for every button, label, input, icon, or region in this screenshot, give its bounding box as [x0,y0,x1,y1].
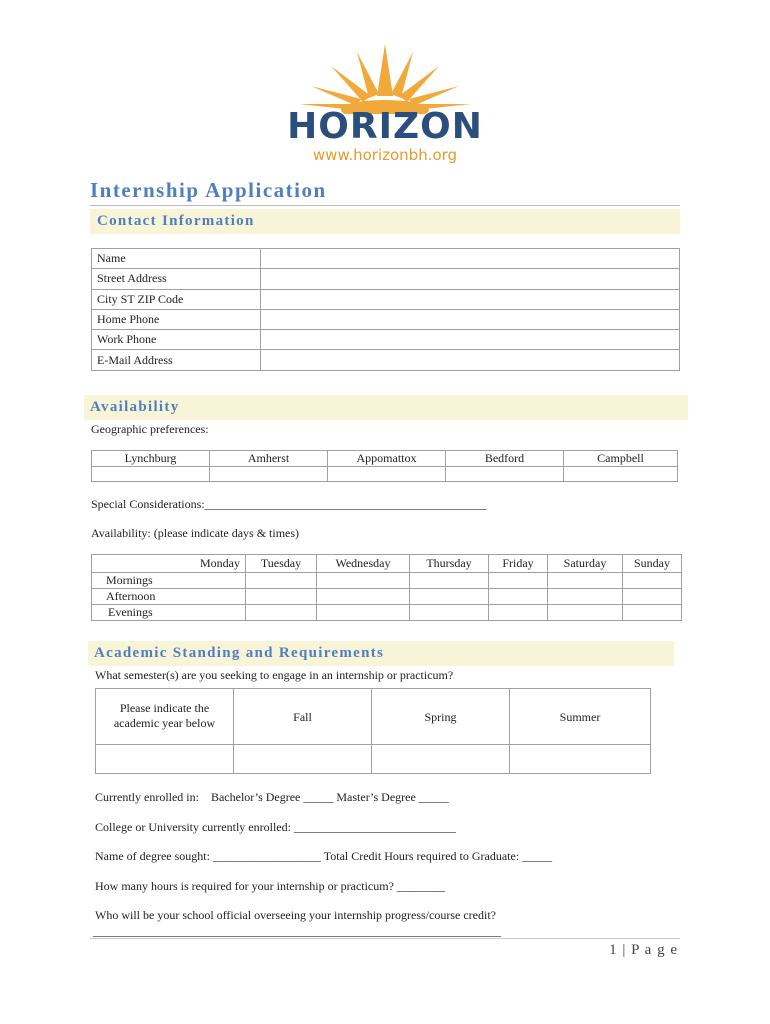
contact-label-home-phone: Home Phone [92,309,261,329]
table-row [96,745,651,774]
semester-question: What semester(s) are you seeking to engage in an internship or practicum? [95,668,454,682]
academic-year-line-2: academic year below [113,716,216,730]
academic-year-cell [96,689,234,745]
time-afternoon: Afternoon [92,589,246,605]
table-row [92,451,678,467]
table-row [92,605,682,621]
day-wednesday: Wednesday [317,555,410,573]
page-number: 1 | P a g e [609,942,678,958]
slot-cell[interactable] [317,589,410,605]
table-row [92,249,680,269]
day-saturday: Saturday [548,555,623,573]
enrolled-in-field[interactable]: Currently enrolled in: Bachelor’s Degree _____ Master’s Degree _____ [95,790,449,804]
contact-label-email: E-Mail Address [92,350,261,370]
campbell-checkbox[interactable] [564,467,678,482]
slot-cell[interactable] [489,605,548,621]
location-campbell: Campbell [564,451,678,467]
degree-field[interactable]: Name of degree sought: __________________ Total Credit Hours required to Graduate: _____ [95,849,553,863]
academic-section-heading: Academic Standing and Requirements [94,645,385,661]
slot-cell[interactable] [410,589,489,605]
availability-section-band [84,395,688,420]
location-bedford: Bedford [446,451,564,467]
table-row [92,555,682,573]
contact-section-heading: Contact Information [97,213,255,229]
table-row [92,350,680,370]
day-thursday: Thursday [410,555,489,573]
work-phone-field[interactable] [261,330,680,350]
table-row [92,330,680,350]
contact-section-band [90,209,680,234]
slot-cell[interactable] [410,605,489,621]
day-friday: Friday [489,555,548,573]
table-row [92,467,678,482]
name-field[interactable] [261,249,680,269]
page-title: Internship Application [90,178,327,202]
street-address-field[interactable] [261,269,680,289]
lynchburg-checkbox[interactable] [92,467,210,482]
title-divider [90,205,680,206]
slot-cell[interactable] [489,573,548,589]
school-official-question: Who will be your school official overseeing your internship progress/course credit? [95,908,496,922]
table-row [96,689,651,745]
table-row [92,309,680,329]
location-amherst: Amherst [210,451,328,467]
contact-label-name: Name [92,249,261,269]
logo-wordmark: HORIZON [287,106,483,147]
semester-fall: Fall [234,689,372,745]
logo-url: www.horizonbh.org [312,146,458,164]
slot-cell[interactable] [489,589,548,605]
semester-summer: Summer [510,689,651,745]
semester-spring: Spring [372,689,510,745]
sun-icon [285,44,485,114]
availability-corner [92,555,173,573]
semester-table [95,688,651,774]
school-official-field[interactable]: ____________________________________________________________________ [93,924,501,938]
table-row [92,589,682,605]
slot-cell[interactable] [548,589,623,605]
day-monday: Monday [172,555,246,573]
fall-input[interactable] [234,745,372,774]
academic-year-input[interactable] [96,745,234,774]
slot-cell[interactable] [246,573,317,589]
city-zip-field[interactable] [261,289,680,309]
contact-label-street: Street Address [92,269,261,289]
location-appomattox: Appomattox [328,451,446,467]
home-phone-field[interactable] [261,309,680,329]
college-field[interactable]: College or University currently enrolled: ___________________________ [95,820,456,834]
geographic-preferences-table [91,450,678,482]
table-row [92,269,680,289]
appomattox-checkbox[interactable] [328,467,446,482]
slot-cell[interactable] [410,573,489,589]
slot-cell[interactable] [623,605,682,621]
slot-cell[interactable] [246,589,317,605]
time-mornings: Mornings [92,573,246,589]
hours-field[interactable]: How many hours is required for your internship or practicum? ________ [95,879,445,893]
slot-cell[interactable] [317,605,410,621]
slot-cell[interactable] [623,589,682,605]
contact-label-work-phone: Work Phone [92,330,261,350]
summer-input[interactable] [510,745,651,774]
slot-cell[interactable] [246,605,317,621]
slot-cell[interactable] [548,605,623,621]
table-row [92,573,682,589]
day-tuesday: Tuesday [246,555,317,573]
amherst-checkbox[interactable] [210,467,328,482]
slot-cell[interactable] [317,573,410,589]
academic-year-line-1: Please indicate the [119,701,210,715]
contact-label-city: City ST ZIP Code [92,289,261,309]
horizon-logo [285,44,485,169]
availability-label: Availability: (please indicate days & times) [91,526,300,540]
location-lynchburg: Lynchburg [92,451,210,467]
email-field[interactable] [261,350,680,370]
availability-section-heading: Availability [90,399,180,415]
geographic-preferences-label: Geographic preferences: [91,422,209,436]
slot-cell[interactable] [548,573,623,589]
spring-input[interactable] [372,745,510,774]
slot-cell[interactable] [623,573,682,589]
footer-divider [90,938,680,939]
table-row [92,289,680,309]
time-evenings: Evenings [92,605,246,621]
bedford-checkbox[interactable] [446,467,564,482]
day-sunday: Sunday [623,555,682,573]
academic-section-band [88,641,674,666]
contact-table [91,248,680,371]
availability-table [91,554,682,621]
special-considerations-field[interactable]: Special Considerations:_______________________________________________ [91,497,487,511]
